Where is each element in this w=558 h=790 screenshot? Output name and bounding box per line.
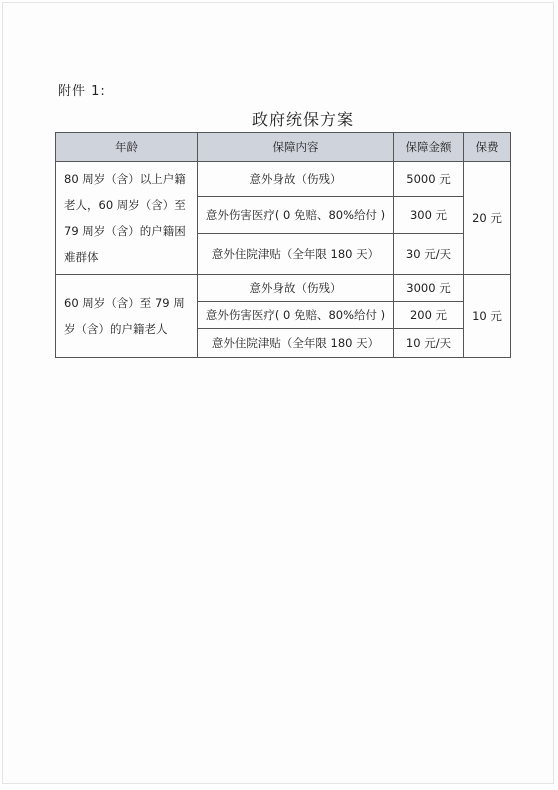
premium-group-1: 20 元 [464, 162, 511, 275]
coverage-amount: 5000 元 [394, 162, 464, 197]
coverage-amount: 300 元 [394, 197, 464, 234]
document-title: 政府统保方案 [251, 110, 354, 129]
coverage-content: 意外伤害医疗( 0 免赔、80%给付 ) [198, 302, 394, 329]
premium-group-2: 10 元 [464, 275, 511, 358]
attachment-label: 附件 1: [58, 84, 106, 99]
coverage-amount: 10 元/天 [394, 329, 464, 358]
age-group-1: 80 周岁（含）以上户籍老人，60 周岁（含）至 79 周岁（含）的户籍困难群体 [56, 162, 198, 275]
table-row [56, 162, 511, 197]
header-age: 年龄 [56, 133, 198, 162]
coverage-amount: 3000 元 [394, 275, 464, 302]
header-premium: 保费 [464, 133, 511, 162]
table-row [56, 275, 511, 302]
header-content: 保障内容 [198, 133, 394, 162]
coverage-content: 意外身故（伤残） [198, 162, 394, 197]
insurance-plan-table [55, 132, 511, 358]
coverage-amount: 200 元 [394, 302, 464, 329]
age-group-2: 60 周岁（含）至 79 周岁（含）的户籍老人 [56, 275, 198, 358]
coverage-amount: 30 元/天 [394, 234, 464, 275]
header-amount: 保障金额 [394, 133, 464, 162]
coverage-content: 意外住院津贴（全年限 180 天） [198, 234, 394, 275]
document-page [2, 2, 554, 784]
table-header-row [56, 133, 511, 162]
coverage-content: 意外伤害医疗( 0 免赔、80%给付 ) [198, 197, 394, 234]
coverage-content: 意外身故（伤残） [198, 275, 394, 302]
coverage-content: 意外住院津贴（全年限 180 天） [198, 329, 394, 358]
